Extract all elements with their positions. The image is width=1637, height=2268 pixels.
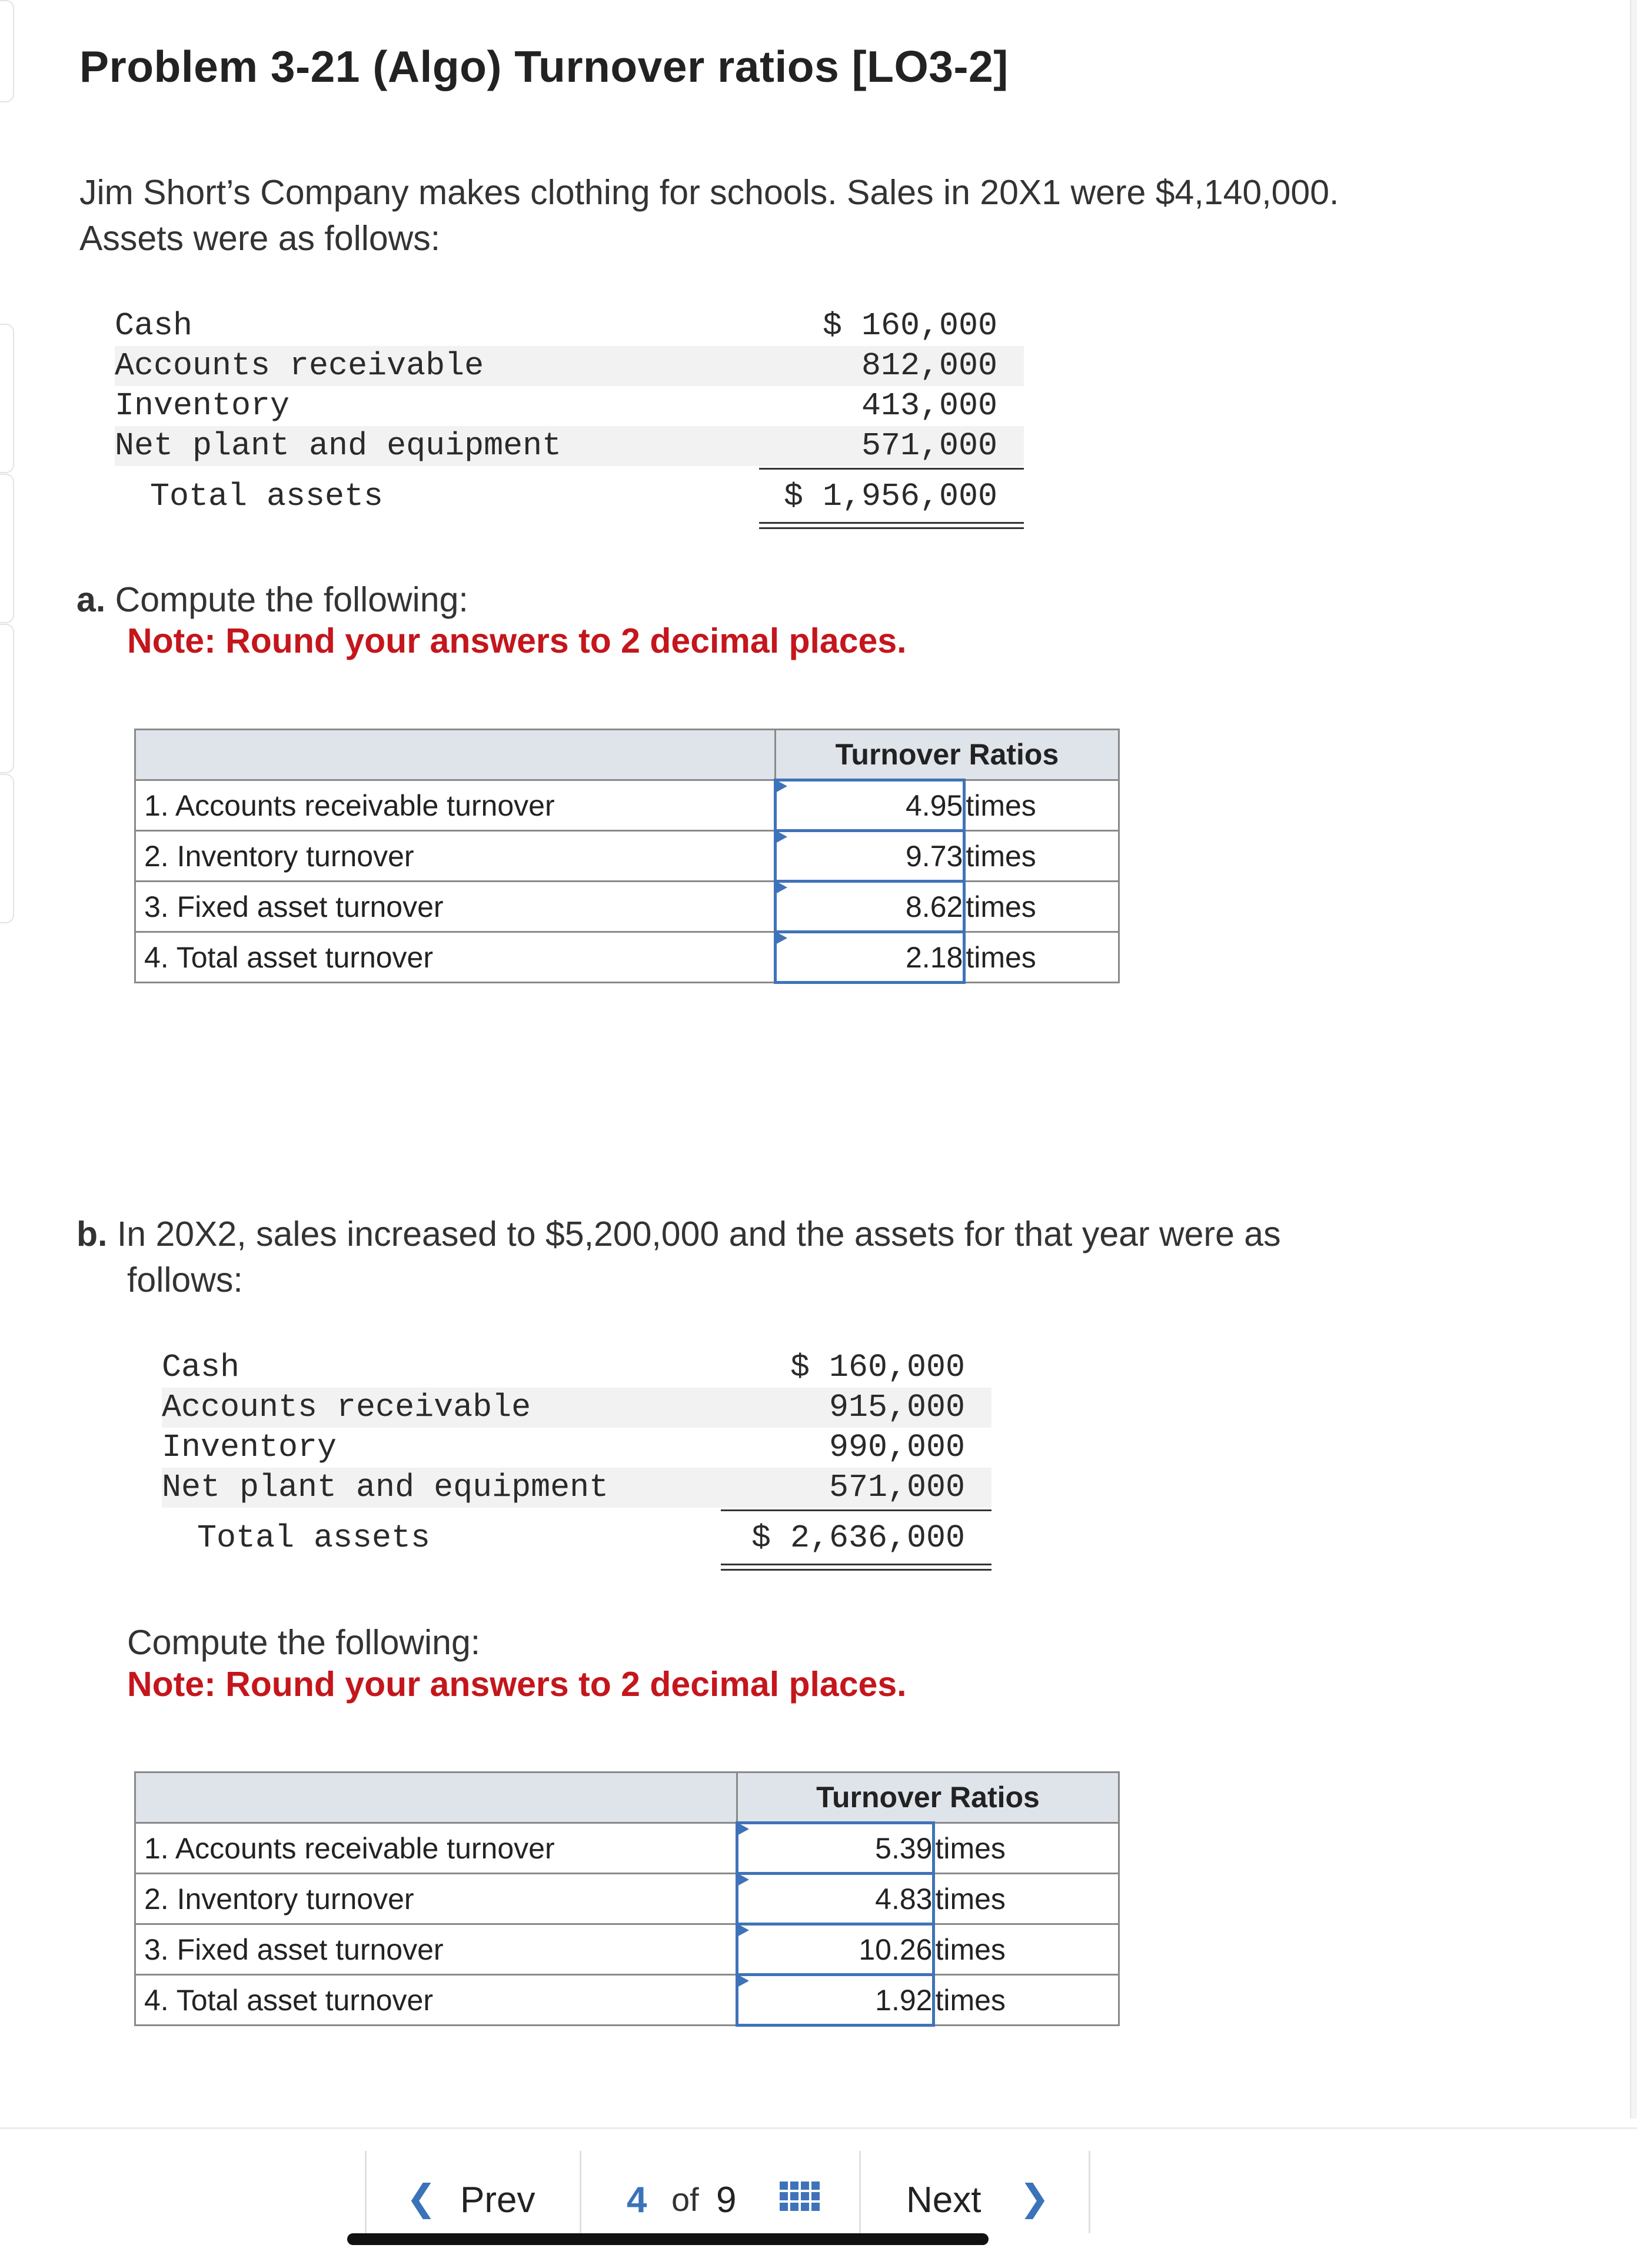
blank-header bbox=[135, 1773, 737, 1823]
asset-label: Accounts receivable bbox=[162, 1389, 531, 1426]
asset-label: Accounts receivable bbox=[115, 347, 484, 384]
ratios-table-a bbox=[134, 729, 1120, 984]
chevron-left-icon: ❮ bbox=[406, 2178, 437, 2219]
input-flag-icon bbox=[774, 880, 787, 894]
table-row bbox=[135, 882, 1119, 932]
row-label: 3. Fixed asset turnover bbox=[135, 882, 776, 932]
answer-input[interactable] bbox=[737, 1823, 934, 1874]
table-row bbox=[135, 932, 1119, 983]
assets-table-20x1 bbox=[115, 306, 1024, 530]
grid-icon[interactable] bbox=[780, 2181, 820, 2211]
asset-value: 812,000 bbox=[861, 347, 997, 384]
table-row bbox=[135, 1924, 1119, 1975]
asset-row bbox=[162, 1348, 991, 1388]
next-label: Next bbox=[906, 2180, 981, 2220]
prompt-text: follows: bbox=[127, 1261, 243, 1299]
input-flag-icon bbox=[736, 1974, 749, 1988]
sidebar-edge bbox=[0, 0, 14, 102]
input-flag-icon bbox=[736, 1822, 749, 1836]
answer-input[interactable] bbox=[775, 882, 964, 932]
asset-label: Net plant and equipment bbox=[115, 427, 562, 464]
unit-label: times bbox=[964, 882, 1119, 932]
assets-table-20x2 bbox=[162, 1348, 991, 1571]
rounding-note: Note: Round your answers to 2 decimal places. bbox=[127, 621, 907, 660]
turnover-ratios-header: Turnover Ratios bbox=[775, 730, 1119, 780]
asset-total-row bbox=[115, 477, 1024, 517]
total-double-underline bbox=[759, 522, 1024, 529]
asset-label: Cash bbox=[115, 307, 193, 344]
asset-row bbox=[115, 426, 1024, 466]
table-row bbox=[135, 831, 1119, 882]
asset-value: 571,000 bbox=[861, 427, 997, 464]
answer-value: 4.95 bbox=[906, 789, 963, 822]
row-label: 3. Fixed asset turnover bbox=[135, 1924, 737, 1975]
input-flag-icon bbox=[774, 779, 787, 793]
intro-text bbox=[79, 169, 1339, 261]
unit-label: times bbox=[964, 932, 1119, 983]
table-row bbox=[135, 1975, 1119, 2026]
asset-row bbox=[162, 1428, 991, 1468]
page-title: Problem 3-21 (Algo) Turnover ratios [LO3-2] bbox=[79, 42, 1009, 91]
ratios-table-b bbox=[134, 1771, 1120, 2027]
asset-row bbox=[115, 306, 1024, 346]
turnover-ratios-header: Turnover Ratios bbox=[737, 1773, 1119, 1823]
sidebar-edge bbox=[0, 474, 14, 623]
nav-divider bbox=[1089, 2151, 1090, 2233]
asset-total-value: $ 2,636,000 bbox=[751, 1519, 965, 1557]
nav-divider bbox=[859, 2151, 861, 2233]
nav-divider bbox=[580, 2151, 581, 2233]
part-b-prompt bbox=[76, 1211, 1281, 1303]
page-of-label: of bbox=[671, 2181, 699, 2218]
answer-value: 9.73 bbox=[906, 839, 963, 873]
unit-label: times bbox=[964, 831, 1119, 882]
current-page: 4 bbox=[627, 2180, 647, 2220]
asset-total-label: Total assets bbox=[197, 1519, 431, 1557]
sidebar-edge bbox=[0, 774, 14, 923]
sidebar-edge bbox=[0, 324, 14, 473]
row-label: 4. Total asset turnover bbox=[135, 1975, 737, 2026]
unit-label: times bbox=[964, 780, 1119, 831]
asset-value: 990,000 bbox=[829, 1429, 965, 1466]
chevron-right-icon: ❯ bbox=[1019, 2178, 1050, 2219]
table-row bbox=[135, 780, 1119, 831]
answer-input[interactable] bbox=[775, 780, 964, 831]
table-row bbox=[135, 1874, 1119, 1924]
asset-label: Net plant and equipment bbox=[162, 1469, 609, 1506]
answer-input[interactable] bbox=[775, 831, 964, 882]
sidebar-edge bbox=[0, 624, 14, 773]
row-label: 1. Accounts receivable turnover bbox=[135, 1823, 737, 1874]
table-row bbox=[135, 1823, 1119, 1874]
row-label: 4. Total asset turnover bbox=[135, 932, 776, 983]
part-letter: b. bbox=[76, 1215, 108, 1253]
part-a-prompt bbox=[76, 577, 468, 623]
answer-value: 1.92 bbox=[875, 1983, 933, 2017]
prompt-text: In 20X2, sales increased to $5,200,000 and the assets for that year were as bbox=[117, 1215, 1281, 1253]
unit-label: times bbox=[934, 1823, 1119, 1874]
asset-row bbox=[115, 386, 1024, 426]
answer-value: 2.18 bbox=[906, 940, 963, 974]
input-flag-icon bbox=[736, 1873, 749, 1887]
next-button[interactable] bbox=[906, 2127, 1071, 2242]
subtotal-underline bbox=[759, 468, 1024, 470]
table-header-row bbox=[135, 730, 1119, 780]
unit-label: times bbox=[934, 1975, 1119, 2026]
blank-header bbox=[135, 730, 776, 780]
nav-divider bbox=[365, 2151, 367, 2233]
asset-label: Inventory bbox=[162, 1429, 337, 1466]
asset-value: 413,000 bbox=[861, 387, 997, 424]
asset-value: 915,000 bbox=[829, 1389, 965, 1426]
row-label: 2. Inventory turnover bbox=[135, 831, 776, 882]
home-indicator[interactable] bbox=[347, 2233, 989, 2245]
subtotal-underline bbox=[721, 1509, 991, 1511]
total-double-underline bbox=[721, 1564, 991, 1571]
asset-value: $ 160,000 bbox=[822, 307, 997, 344]
asset-value: $ 160,000 bbox=[790, 1349, 965, 1386]
asset-total-value: $ 1,956,000 bbox=[783, 478, 997, 515]
unit-label: times bbox=[934, 1874, 1119, 1924]
answer-input[interactable] bbox=[737, 1924, 934, 1975]
input-flag-icon bbox=[736, 1923, 749, 1937]
asset-label: Cash bbox=[162, 1349, 240, 1386]
part-b-compute-prompt: Compute the following: bbox=[127, 1623, 481, 1662]
answer-value: 10.26 bbox=[859, 1933, 933, 1966]
rounding-note: Note: Round your answers to 2 decimal places. bbox=[127, 1665, 907, 1704]
page-indicator[interactable] bbox=[627, 2127, 850, 2242]
answer-value: 4.83 bbox=[875, 1882, 933, 1916]
asset-label: Inventory bbox=[115, 387, 290, 424]
asset-value: 571,000 bbox=[829, 1469, 965, 1506]
prev-label: Prev bbox=[460, 2180, 535, 2220]
answer-input[interactable] bbox=[737, 1975, 934, 2026]
row-label: 1. Accounts receivable turnover bbox=[135, 780, 776, 831]
asset-total-label: Total assets bbox=[150, 478, 384, 515]
total-pages: 9 bbox=[716, 2180, 737, 2220]
input-flag-icon bbox=[774, 830, 787, 844]
input-flag-icon bbox=[774, 931, 787, 945]
intro-line: Jim Short’s Company makes clothing for schools. Sales in 20X1 were $4,140,000. bbox=[79, 173, 1339, 212]
row-label: 2. Inventory turnover bbox=[135, 1874, 737, 1924]
table-header-row bbox=[135, 1773, 1119, 1823]
part-letter: a. bbox=[76, 580, 106, 619]
answer-input[interactable] bbox=[775, 932, 964, 983]
prompt-text: Compute the following: bbox=[115, 580, 468, 619]
answer-value: 5.39 bbox=[875, 1831, 933, 1865]
answer-input[interactable] bbox=[737, 1874, 934, 1924]
asset-row bbox=[162, 1388, 991, 1428]
answer-value: 8.62 bbox=[906, 890, 963, 923]
asset-total-row bbox=[162, 1518, 991, 1558]
intro-line: Assets were as follows: bbox=[79, 219, 441, 258]
prev-button[interactable] bbox=[406, 2127, 559, 2242]
asset-row bbox=[115, 346, 1024, 386]
unit-label: times bbox=[934, 1924, 1119, 1975]
scrollbar-track[interactable] bbox=[1630, 0, 1637, 2119]
asset-row bbox=[162, 1468, 991, 1508]
